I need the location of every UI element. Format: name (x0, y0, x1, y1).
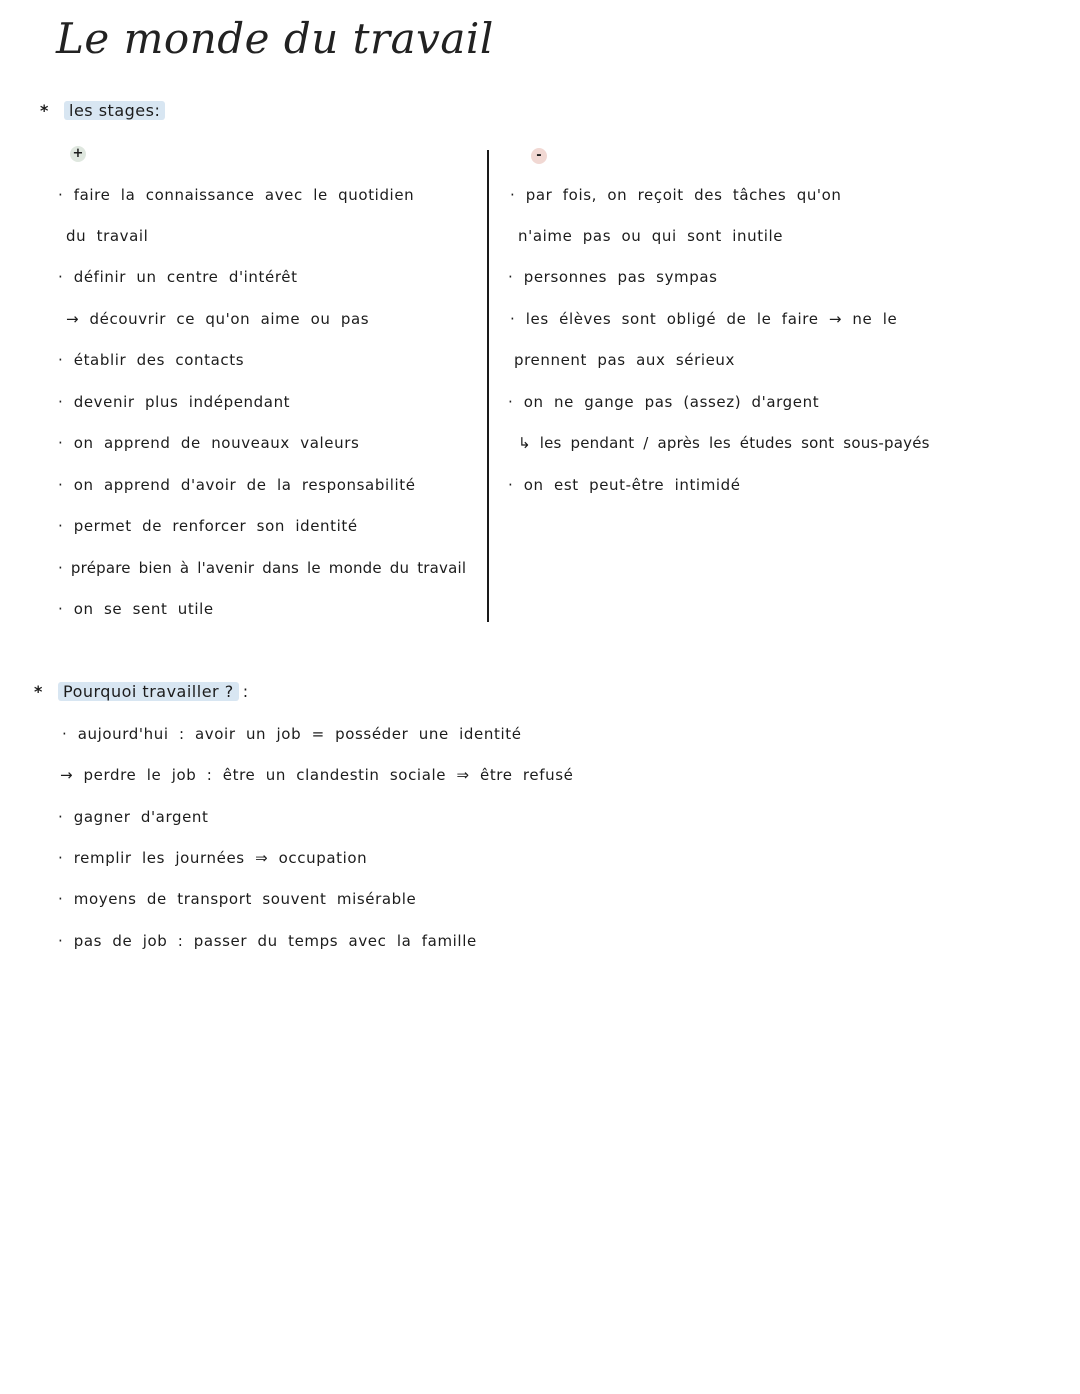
pros-line: · on apprend de nouveaux valeurs (58, 434, 360, 452)
pros-line: · on apprend d'avoir de la responsabilité (58, 476, 416, 494)
pros-line: · faire la connaissance avec le quotidien (58, 186, 415, 204)
pros-line: du travail (66, 227, 149, 245)
pourquoi-heading-text: Pourquoi travailler ? (58, 682, 239, 701)
pourquoi-line: · pas de job : passer du temps avec la famille (58, 932, 477, 950)
cons-line: · par fois, on reçoit des tâches qu'on (510, 186, 842, 204)
cons-line: · les élèves sont obligé de le faire → ne le (510, 310, 898, 328)
plus-icon: + (70, 146, 86, 162)
page-title: Le monde du travail (56, 14, 494, 63)
pros-line: · devenir plus indépendant (58, 393, 291, 411)
stages-heading-text: les stages: (64, 101, 165, 120)
section-stages-heading (40, 101, 165, 120)
column-divider (487, 150, 489, 622)
pourquoi-heading-colon: : (242, 682, 249, 701)
pros-line: · permet de renforcer son identité (58, 517, 358, 535)
pros-line: · établir des contacts (58, 351, 245, 369)
pourquoi-line: · moyens de transport souvent misérable (58, 890, 417, 908)
cons-line: · personnes pas sympas (508, 268, 718, 286)
cons-line: prennent pas aux sérieux (514, 351, 736, 369)
cons-line: n'aime pas ou qui sont inutile (518, 227, 784, 245)
pros-line: → découvrir ce qu'on aime ou pas (66, 310, 370, 328)
pourquoi-line: → perdre le job : être un clandestin sociale ⇒ être refusé (60, 766, 574, 784)
pourquoi-line: · remplir les journées ⇒ occupation (58, 849, 368, 867)
minus-icon: - (531, 148, 547, 164)
cons-line: · on ne gange pas (assez) d'argent (508, 393, 820, 411)
cons-line: ↳ les pendant / après les études sont sous-payés (518, 434, 930, 452)
pourquoi-line: · aujourd'hui : avoir un job = posséder une identité (62, 725, 522, 743)
pros-line: · on se sent utile (58, 600, 214, 618)
star-bullet-icon: * (34, 682, 43, 701)
section-pourquoi-heading (34, 682, 248, 701)
pros-line: · définir un centre d'intérêt (58, 268, 298, 286)
pros-line: · prépare bien à l'avenir dans le monde du travail (58, 559, 467, 577)
star-bullet-icon: * (40, 101, 49, 120)
pourquoi-line: · gagner d'argent (58, 808, 209, 826)
cons-line: · on est peut-être intimidé (508, 476, 741, 494)
